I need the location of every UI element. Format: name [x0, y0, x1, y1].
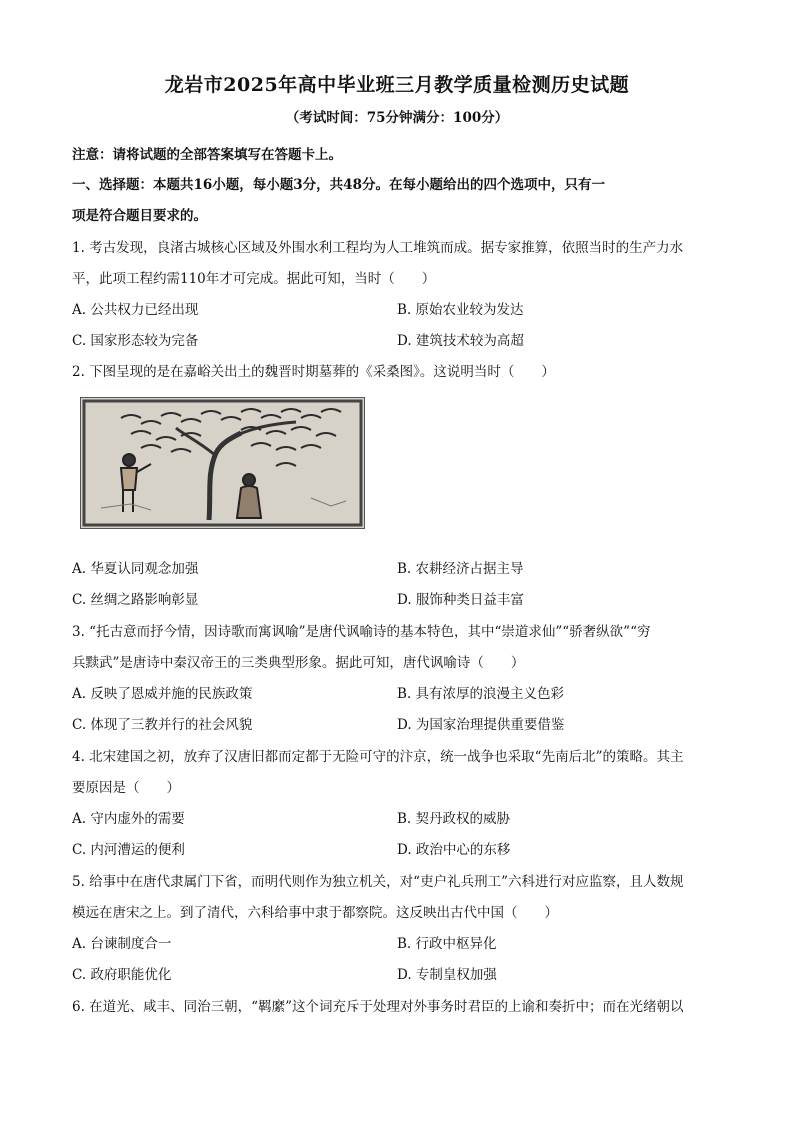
- question-1-stem-line1: 1. 考古发现，良渚古城核心区域及外围水利工程均为人工堆筑而成。据专家推算，依照当时的生产力水: [72, 240, 684, 256]
- question-1-stem-line2: 平，此项工程约需110年才可完成。据此可知，当时（ ）: [72, 271, 436, 287]
- question-4-option-a: A. 守内虚外的需要: [72, 811, 185, 827]
- question-5-stem-line2: 模远在唐宋之上。到了清代，六科给事中隶于都察院。这反映出古代中国（ ）: [72, 905, 558, 921]
- question-2-stem: 2. 下图呈现的是在嘉峪关出土的魏晋时期墓葬的《采桑图》。这说明当时（ ）: [72, 364, 555, 380]
- question-5-option-d: D. 专制皇权加强: [397, 967, 497, 983]
- question-1-option-b: B. 原始农业较为发达: [397, 302, 524, 318]
- question-4-option-d: D. 政治中心的东移: [397, 842, 511, 858]
- mulberry-picking-mural-image: [80, 397, 365, 529]
- exam-title: 龙岩市2025年高中毕业班三月教学质量检测历史试题: [164, 74, 630, 96]
- question-2-option-c: C. 丝绸之路影响彰显: [72, 592, 199, 608]
- section-heading-line1: 一、选择题：本题共16小题，每小题3分，共48分。在每小题给出的四个选项中，只有一: [72, 177, 605, 193]
- question-5-option-b: B. 行政中枢异化: [397, 936, 497, 952]
- question-3-stem-line1: 3. “托古意而抒今情，因诗歌而寓讽喻”是唐代讽喻诗的基本特色，其中“崇道求仙”“骄奢纵欲”“穷: [72, 624, 651, 640]
- question-1-option-d: D. 建筑技术较为高超: [397, 333, 524, 349]
- question-4-stem-line2: 要原因是（ ）: [72, 780, 180, 796]
- question-4-stem-line1: 4. 北宋建国之初，放弃了汉唐旧都而定都于无险可守的汴京，统一战争也采取“先南后北”的策略。其主: [72, 749, 684, 765]
- question-5-stem-line1: 5. 给事中在唐代隶属门下省，而明代则作为独立机关，对“吏户礼兵刑工”六科进行对应监察，且人数规: [72, 874, 684, 890]
- exam-subtitle: （考试时间：75分钟满分：100分）: [285, 110, 509, 126]
- question-3-option-a: A. 反映了恩威并施的民族政策: [72, 686, 253, 702]
- question-2-option-b: B. 农耕经济占据主导: [397, 561, 524, 577]
- question-3-option-b: B. 具有浓厚的浪漫主义色彩: [397, 686, 565, 702]
- question-3-option-c: C. 体现了三教并行的社会风貌: [72, 717, 253, 733]
- question-1-option-a: A. 公共权力已经出现: [72, 302, 199, 318]
- notice-text: 注意：请将试题的全部答案填写在答题卡上。: [72, 147, 342, 163]
- question-4-option-c: C. 内河漕运的便利: [72, 842, 185, 858]
- question-5-option-c: C. 政府职能优化: [72, 967, 172, 983]
- question-6-stem-line1: 6. 在道光、咸丰、同治三朝，“羁縻”这个词充斥于处理对外事务时君臣的上谕和奏折中；而在光绪朝以: [72, 999, 684, 1015]
- question-5-option-a: A. 台谏制度合一: [72, 936, 172, 952]
- question-3-option-d: D. 为国家治理提供重要借鉴: [397, 717, 565, 733]
- question-1-option-c: C. 国家形态较为完备: [72, 333, 199, 349]
- question-2-option-a: A. 华夏认同观念加强: [72, 561, 199, 577]
- question-2-option-d: D. 服饰种类日益丰富: [397, 592, 524, 608]
- question-3-stem-line2: 兵黩武”是唐诗中秦汉帝王的三类典型形象。据此可知，唐代讽喻诗（ ）: [72, 655, 525, 671]
- question-4-option-b: B. 契丹政权的威胁: [397, 811, 511, 827]
- section-heading-line2: 项是符合题目要求的。: [72, 208, 207, 224]
